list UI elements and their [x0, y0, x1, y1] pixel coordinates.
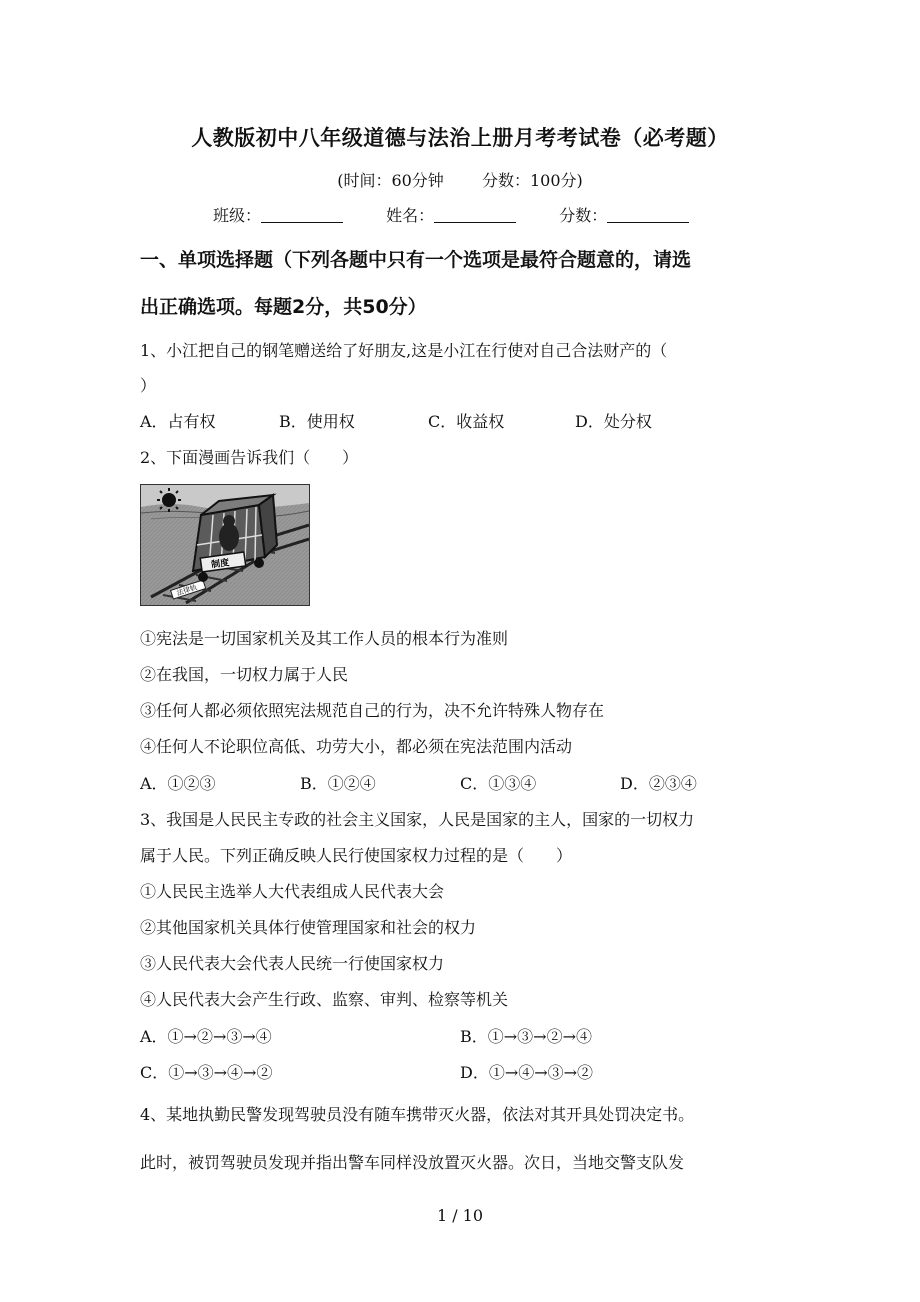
q1-option-c: C．收益权 [428, 412, 505, 431]
cart-label: 制度 [210, 558, 230, 571]
q2-option-c: C．①③④ [460, 774, 537, 793]
q2-option-d: D．②③④ [620, 774, 697, 793]
score-field [559, 203, 689, 226]
exam-meta [0, 168, 920, 191]
score-blank [607, 208, 689, 223]
q2-stem: 2、下面漫画告诉我们（ ） [140, 448, 359, 467]
q3-option-a: A．①→②→③→④ [140, 1027, 272, 1046]
q1-stem-cont: ） [140, 376, 157, 395]
q3-statement-4: ④人民代表大会产生行政、监察、审判、检察等机关 [140, 990, 509, 1009]
exam-score-total: 分数：100分) [482, 171, 583, 190]
q2-cartoon-image [140, 484, 310, 606]
q2-statement-4: ④任何人不论职位高低、功劳大小，都必须在宪法范围内活动 [140, 737, 573, 756]
q2-statement-3: ③任何人都必须依照宪法规范自己的行为，决不允许特殊人物存在 [140, 701, 605, 720]
q2-option-a: A．①②③ [140, 774, 216, 793]
student-info-fields [213, 203, 727, 226]
q3-statement-1: ①人民民主选举人大代表组成人民代表大会 [140, 882, 445, 901]
class-field [213, 203, 343, 226]
section-heading: 一、单项选择题（下列各题中只有一个选项是最符合题意的，请选 [140, 249, 692, 271]
q3-statement-2: ②其他国家机关具体行使管理国家和社会的权力 [140, 918, 477, 937]
q4-stem-cont: 此时，被罚驾驶员发现并指出警车同样没放置灭火器。次日，当地交警支队发 [140, 1153, 685, 1172]
q2-statement-2: ②在我国，一切权力属于人民 [140, 665, 349, 684]
name-field [386, 203, 516, 226]
q3-option-d: D．①→④→③→② [460, 1063, 594, 1082]
q3-statement-3: ③人民代表大会代表人民统一行使国家权力 [140, 954, 445, 973]
q2-option-b: B．①②④ [300, 774, 376, 793]
exam-title: 人教版初中八年级道德与法治上册月考考试卷（必考题） [191, 125, 729, 150]
exam-time: (时间：60分钟 [337, 171, 444, 190]
q1-option-d: D．处分权 [575, 412, 652, 431]
q3-option-b: B．①→③→②→④ [460, 1027, 592, 1046]
cartoon-svg [141, 485, 309, 605]
q3-option-c: C．①→③→④→② [140, 1063, 273, 1082]
class-blank [261, 208, 343, 223]
name-label: 姓名： [386, 206, 435, 225]
section-heading-cont: 出正确选项。每题2分，共50分） [140, 296, 427, 318]
name-blank [434, 208, 516, 223]
q1-option-b: B．使用权 [279, 412, 355, 431]
q1-option-a: A．占有权 [140, 412, 216, 431]
q3-stem-cont: 属于人民。下列正确反映人民行使国家权力过程的是（ ） [140, 846, 573, 865]
track-label: 法律轨 [175, 583, 199, 598]
score-label: 分数： [559, 206, 608, 225]
q2-statement-1: ①宪法是一切国家机关及其工作人员的根本行为准则 [140, 629, 509, 648]
q3-stem: 3、我国是人民民主专政的社会主义国家，人民是国家的主人，国家的一切权力 [140, 810, 695, 829]
page-number: 1 / 10 [436, 1206, 484, 1225]
class-label: 班级： [213, 206, 262, 225]
q1-stem: 1、小江把自己的钢笔赠送给了好朋友,这是小江在行使对自己合法财产的（ [140, 341, 668, 360]
q4-stem: 4、某地执勤民警发现驾驶员没有随车携带灭火器，依法对其开具处罚决定书。 [140, 1105, 695, 1124]
